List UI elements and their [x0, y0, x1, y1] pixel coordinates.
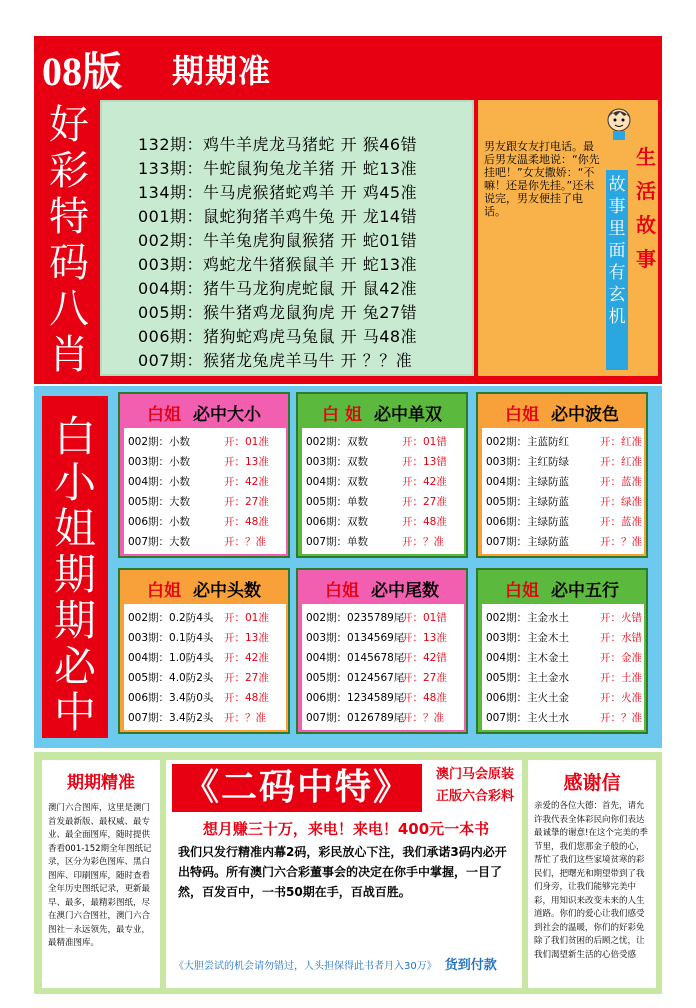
prediction-result: 开：红准: [600, 456, 642, 468]
right-text: 亲爱的各位大德：首先，请允许我代表全体彩民向你们表达最诚挚的谢意!在这个完美的季节里，我们您那金子般的心，帮忙了我们这些家境贫寒的彩民们，把曙光和期望带到了我们身旁，让我们能够完美中彩，用知识来改变未来的人生道路。你们的爱心让我们感受到社会的温暖，你们的好彩免除了我们贫困的后顾之忧，让我们渴望新生活的心倍受感: [534, 801, 648, 960]
prediction-text: 007期：主火土水: [486, 712, 570, 724]
prediction-text: 006期：主火土金: [486, 692, 570, 704]
prediction-result: 开：蓝准: [600, 516, 642, 528]
prediction-text: 004期：1.0防4头: [128, 652, 214, 664]
prediction-row: [128, 454, 269, 469]
prediction-box: [118, 392, 290, 558]
prediction-result: 开：绿准: [600, 496, 642, 508]
prediction-box: [118, 568, 290, 734]
prediction-row: [486, 534, 642, 549]
prediction-text: 003期：小数: [128, 456, 191, 468]
prediction-row: [128, 534, 266, 549]
prediction-box: [476, 392, 648, 558]
prediction-text: 002期：小数: [128, 436, 191, 448]
prediction-text: 005期：主土金水: [486, 672, 570, 684]
prediction-row: [306, 494, 447, 509]
prediction-row: [128, 690, 269, 705]
prediction-text: 004期：双数: [306, 476, 369, 488]
result-row: 133期：牛蛇鼠狗兔龙羊猪 开 蛇13准: [138, 159, 418, 178]
prediction-box-header: [298, 570, 466, 604]
prediction-result: 开：13准: [224, 632, 269, 644]
prediction-row: [128, 474, 269, 489]
prediction-result: 开：01错: [402, 612, 447, 624]
prediction-result: 开：蓝准: [600, 476, 642, 488]
prediction-row: [486, 434, 642, 449]
result-row: 132期：鸡牛羊虎龙马猪蛇 开 猴46错: [138, 135, 418, 154]
prediction-row: [486, 494, 642, 509]
prediction-box-header: [120, 570, 288, 604]
right-title: 感谢信: [563, 772, 621, 794]
prediction-result: 开：27准: [224, 496, 269, 508]
prediction-box-title: 必中大小: [193, 405, 261, 425]
prediction-row: [306, 514, 447, 529]
prediction-row: [128, 670, 269, 685]
prediction-list: [482, 428, 644, 554]
zodiac-results-panel: [100, 100, 474, 376]
prediction-text: 005期：大数: [128, 496, 191, 508]
prediction-text: 007期：3.4防2头: [128, 712, 214, 724]
prediction-list: [124, 604, 286, 730]
left-panel: [42, 760, 160, 988]
prediction-text: 004期：主木金土: [486, 652, 570, 664]
prediction-list: [302, 604, 464, 730]
prediction-text: 003期：双数: [306, 456, 369, 468]
prediction-text: 003期：0134569尾: [306, 632, 405, 644]
left-title: 期期精准: [67, 773, 135, 793]
prediction-box: [296, 392, 468, 558]
prediction-result: 开：？准: [224, 712, 266, 724]
result-row: 005期：猴牛猪鸡龙鼠狗虎 开 兔27错: [138, 303, 418, 322]
prediction-row: [486, 514, 642, 529]
prediction-result: 开：水错: [600, 632, 642, 644]
prediction-result: 开：金准: [600, 652, 642, 664]
prediction-row: [486, 710, 642, 725]
result-row: 006期：猪狗蛇鸡虎马兔鼠 开 马48准: [138, 327, 418, 346]
prediction-result: 开：01准: [224, 436, 269, 448]
result-row: 004期：猪牛马龙狗虎蛇鼠 开 鼠42准: [138, 279, 418, 298]
prediction-box-header: [298, 394, 466, 428]
prediction-box: [476, 568, 648, 734]
prediction-text: 005期：主绿防蓝: [486, 496, 570, 508]
banner-side-line1: 澳门马会原装: [435, 767, 514, 782]
promo-footer: [174, 954, 520, 973]
prediction-result: 开：13错: [402, 456, 447, 468]
result-row: 003期：鸡蛇龙牛猪猴鼠羊 开 蛇13准: [138, 255, 418, 274]
prediction-text: 005期：4.0防2头: [128, 672, 214, 684]
page-title: 期期准: [172, 52, 272, 90]
prediction-row: [306, 630, 447, 645]
prediction-text: 003期：0.1防4头: [128, 632, 214, 644]
brand-label: 白姐: [505, 581, 539, 601]
prediction-box: [296, 568, 468, 734]
life-story-title: 生活故事: [636, 145, 656, 271]
prediction-result: 开：48准: [402, 692, 447, 704]
edition-number: 08版: [42, 49, 122, 94]
prediction-result: 开：48准: [224, 516, 269, 528]
prediction-result: 开：27准: [402, 496, 447, 508]
prediction-box-title: 必中波色: [551, 405, 619, 425]
prediction-result: 开：48准: [224, 692, 269, 704]
prediction-list: [482, 604, 644, 730]
prediction-row: [486, 650, 642, 665]
cartoon-boy-icon: [604, 106, 634, 140]
banner-side-line2: 正版六合彩料: [435, 789, 514, 804]
prediction-row: [486, 690, 642, 705]
prediction-text: 004期：主绿防蓝: [486, 476, 570, 488]
life-story-panel: [478, 100, 658, 376]
prediction-result: 开：42准: [224, 476, 269, 488]
prediction-result: 开：42错: [402, 652, 447, 664]
prediction-row: [486, 670, 642, 685]
footer-text: 《大胆尝试的机会请勿错过，人头担保得此书者月入30万》: [174, 961, 437, 972]
prediction-row: [306, 670, 447, 685]
prediction-row: [486, 474, 642, 489]
prediction-result: 开：？准: [402, 536, 444, 548]
prediction-list: [124, 428, 286, 554]
miss-bai-section: [34, 386, 662, 748]
prediction-result: 开：13准: [402, 632, 447, 644]
brand-label: 白姐: [147, 405, 181, 425]
prediction-row: [306, 534, 444, 549]
prediction-row: [128, 514, 269, 529]
prediction-text: 002期：0235789尾: [306, 612, 405, 624]
prediction-text: 005期：0124567尾: [306, 672, 405, 684]
result-row: 001期：鼠蛇狗猪羊鸡牛兔 开 龙14错: [138, 207, 418, 226]
prediction-result: 开：火准: [600, 692, 642, 704]
prediction-text: 003期：主金木土: [486, 632, 570, 644]
prediction-text: 006期：双数: [306, 516, 369, 528]
prediction-row: [306, 690, 447, 705]
prediction-text: 004期：0145678尾: [306, 652, 405, 664]
prediction-text: 006期：1234589尾: [306, 692, 405, 704]
prediction-text: 004期：小数: [128, 476, 191, 488]
prediction-box-title: 必中尾数: [371, 581, 439, 601]
prediction-text: 002期：主金水土: [486, 612, 570, 624]
prediction-list: [302, 428, 464, 554]
prediction-text: 005期：单数: [306, 496, 369, 508]
cod-label: 货到付款: [444, 958, 497, 973]
banner-title: 《二码中特》: [172, 764, 422, 812]
prediction-row: [306, 710, 444, 725]
prediction-result: 开：48准: [402, 516, 447, 528]
prediction-text: 007期：大数: [128, 536, 191, 548]
prediction-result: 开：？准: [224, 536, 266, 548]
eight-zodiac-section: [34, 94, 662, 384]
prediction-row: [306, 474, 447, 489]
prediction-text: 003期：主红防绿: [486, 456, 570, 468]
prediction-result: 开：01错: [402, 436, 447, 448]
prediction-text: 002期：双数: [306, 436, 369, 448]
prediction-result: 开：01准: [224, 612, 269, 624]
prediction-text: 007期：主绿防蓝: [486, 536, 570, 548]
promo-paragraph: 我们只发行精准内幕2码，彩民放心下注，我们承诺3码内必开出特码。所有澳门六合彩董事会的决定在你手中掌握，一目了然，百发百中，一书50期在手，百战百胜。: [178, 845, 507, 899]
center-panel: [166, 760, 522, 988]
prediction-box-header: [120, 394, 288, 428]
prediction-row: [128, 650, 269, 665]
prediction-result: 开：？准: [600, 712, 642, 724]
prediction-result: 开：火错: [600, 612, 642, 624]
prediction-result: 开：42准: [402, 476, 447, 488]
prediction-result: 开：？准: [402, 712, 444, 724]
miss-bai-title: 白小姐期期必中: [42, 396, 108, 738]
prediction-row: [128, 710, 266, 725]
page-header: [34, 36, 662, 94]
prediction-text: 002期：0.2防4头: [128, 612, 214, 624]
prediction-row: [486, 454, 642, 469]
prediction-row: [128, 610, 269, 625]
prediction-result: 开：13准: [224, 456, 269, 468]
prediction-result: 开：42准: [224, 652, 269, 664]
prediction-row: [128, 630, 269, 645]
prediction-row: [306, 454, 447, 469]
prediction-box-title: 必中单双: [373, 405, 442, 425]
prediction-result: 开：土准: [600, 672, 642, 684]
prediction-result: 开：红准: [600, 436, 642, 448]
brand-label: 白姐: [147, 581, 181, 601]
promo-section: [34, 752, 662, 994]
left-text: 澳门六合图库，这里是澳门首发最新版、最权威、最专业、最全面图库，随时提供香看001-152期全年图纸记录，区分为彩色图库、黑白图库、印刷图库，随时查看全年历史图纸记录，更新最早、最多，最精彩图纸，尽在澳门六合图社，澳门六合图社－永远领先，最专业，最精准图库。: [48, 803, 152, 948]
prediction-row: [128, 494, 269, 509]
prediction-row: [486, 610, 642, 625]
prediction-row: [306, 650, 447, 665]
story-subtitle: 故事里面有玄机: [606, 170, 628, 370]
right-panel: [528, 760, 656, 988]
brand-label: 白 姐: [322, 405, 362, 425]
promo-line: 想月赚三十万，来电！来电！400元一本书: [202, 820, 490, 838]
prediction-text: 007期：单数: [306, 536, 369, 548]
prediction-result: 开：27准: [224, 672, 269, 684]
prediction-row: [306, 610, 447, 625]
prediction-text: 007期：0126789尾: [306, 712, 405, 724]
prediction-box-header: [478, 394, 646, 428]
story-text: 男友跟女友打电话。最后男友温柔地说：“你先挂吧！”女友撒娇：“不嘛！还是你先挂。”还未说完，男友便挂了电话。: [484, 140, 600, 218]
prediction-box-header: [478, 570, 646, 604]
brand-label: 白姐: [325, 581, 359, 601]
brand-label: 白姐: [505, 405, 539, 425]
prediction-result: 开：？准: [600, 536, 642, 548]
prediction-text: 002期：主蓝防红: [486, 436, 570, 448]
result-row: 002期：牛羊兔虎狗鼠猴猪 开 蛇01错: [138, 231, 418, 250]
prediction-text: 006期：小数: [128, 516, 191, 528]
prediction-result: 开：27准: [402, 672, 447, 684]
prediction-text: 006期：主绿防蓝: [486, 516, 570, 528]
prediction-box-title: 必中五行: [551, 581, 619, 601]
banner-side: [432, 764, 518, 808]
result-row: 007期：猴猪龙兔虎羊马牛 开 ？？准: [138, 351, 413, 370]
prediction-text: 006期：3.4防0头: [128, 692, 214, 704]
prediction-row: [306, 434, 447, 449]
prediction-row: [128, 434, 269, 449]
eight-zodiac-title: 好彩特码八肖: [49, 102, 89, 378]
result-row: 134期：牛马虎猴猪蛇鸡羊 开 鸡45准: [138, 183, 418, 202]
prediction-row: [486, 630, 642, 645]
prediction-box-title: 必中头数: [193, 581, 261, 601]
